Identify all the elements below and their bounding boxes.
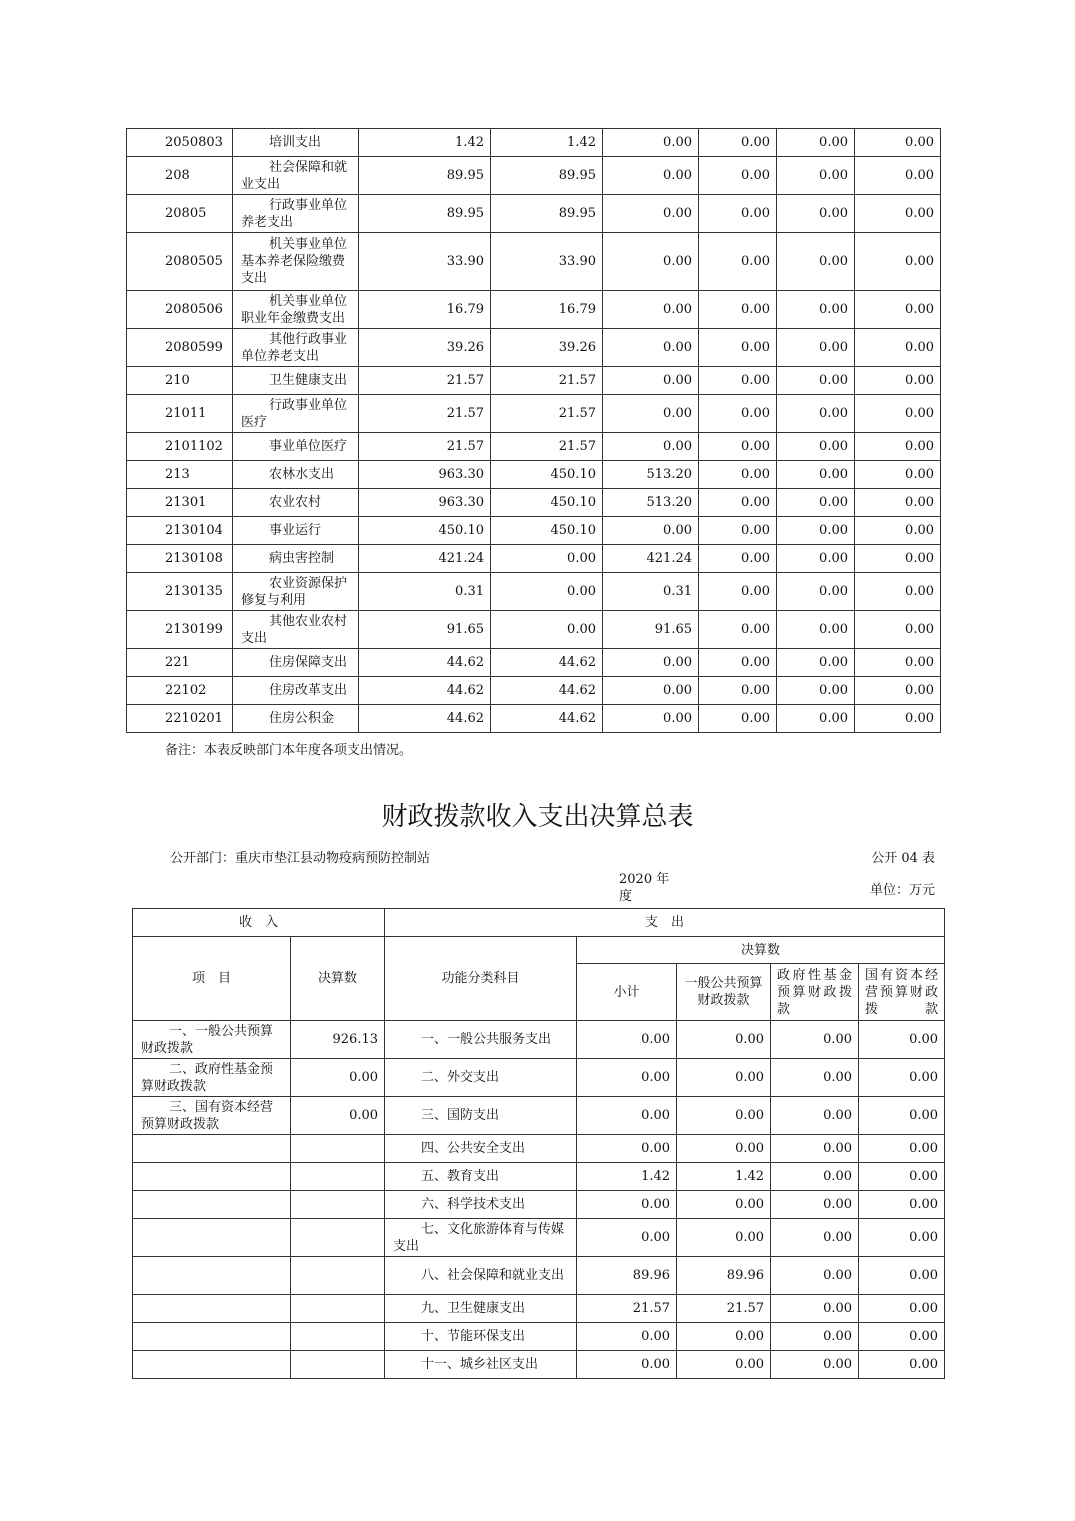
- table-row: [127, 573, 941, 611]
- row-value: 0.00: [855, 395, 941, 433]
- row-name: 社会保障和就业支出: [233, 157, 359, 195]
- table-row: [127, 395, 941, 433]
- row-value: 44.62: [491, 705, 603, 733]
- header-func: 功能分类科目: [385, 937, 577, 1021]
- row-value: 0.00: [771, 1295, 859, 1323]
- row-name: 机关事业单位职业年金缴费支出: [233, 291, 359, 329]
- row-value: 0.00: [859, 1163, 945, 1191]
- row-value: 89.95: [359, 157, 491, 195]
- row-value: 0.00: [491, 545, 603, 573]
- row-value: 513.20: [603, 461, 699, 489]
- row-value: 0.00: [777, 157, 855, 195]
- table-row: [127, 611, 941, 649]
- row-value: 0.00: [777, 129, 855, 157]
- row-value: 0.00: [777, 705, 855, 733]
- header-general: 一般公共预算财政拨款: [677, 964, 771, 1021]
- row-code: 22102: [127, 677, 233, 705]
- expense-item: 一、一般公共服务支出: [385, 1021, 577, 1059]
- row-name: 病虫害控制: [233, 545, 359, 573]
- row-value: 0.00: [859, 1021, 945, 1059]
- row-code: 210: [127, 367, 233, 395]
- row-value: 0.00: [777, 329, 855, 367]
- income-item: [133, 1135, 291, 1163]
- table-row: [127, 545, 941, 573]
- row-name: 住房保障支出: [233, 649, 359, 677]
- expenditure-table: [126, 128, 941, 733]
- page-title: 财政拨款收入支出决算总表: [381, 802, 694, 832]
- row-value: 33.90: [359, 233, 491, 291]
- income-amount: [291, 1257, 385, 1295]
- row-value: 21.57: [677, 1295, 771, 1323]
- row-value: 0.00: [771, 1219, 859, 1257]
- row-value: 44.62: [359, 649, 491, 677]
- row-value: 44.62: [491, 649, 603, 677]
- row-value: 0.00: [699, 233, 777, 291]
- row-value: 0.00: [577, 1059, 677, 1097]
- row-value: 0.00: [855, 611, 941, 649]
- row-code: 2130104: [127, 517, 233, 545]
- table-row: [127, 489, 941, 517]
- income-amount: [291, 1163, 385, 1191]
- table-row: [133, 1021, 945, 1059]
- row-value: 0.00: [699, 157, 777, 195]
- income-item: [133, 1323, 291, 1351]
- header-expense: 支 出: [385, 909, 945, 937]
- row-code: 221: [127, 649, 233, 677]
- table-row: [133, 1163, 945, 1191]
- row-value: 0.00: [677, 1059, 771, 1097]
- row-value: 0.00: [577, 1351, 677, 1379]
- income-amount: [291, 1135, 385, 1163]
- row-value: 0.00: [777, 367, 855, 395]
- row-value: 39.26: [359, 329, 491, 367]
- row-value: 0.00: [855, 233, 941, 291]
- row-value: 0.00: [771, 1021, 859, 1059]
- row-value: 0.00: [577, 1021, 677, 1059]
- income-item: 三、国有资本经营预算财政拨款: [133, 1097, 291, 1135]
- row-code: 20805: [127, 195, 233, 233]
- row-value: 0.00: [771, 1097, 859, 1135]
- table-row: [127, 433, 941, 461]
- header-income: 收 入: [133, 909, 385, 937]
- row-value: 450.10: [491, 489, 603, 517]
- row-value: 0.00: [855, 649, 941, 677]
- row-code: 2080506: [127, 291, 233, 329]
- row-value: 0.00: [855, 545, 941, 573]
- income-item: [133, 1257, 291, 1295]
- row-value: 0.00: [859, 1351, 945, 1379]
- row-value: 89.96: [677, 1257, 771, 1295]
- row-name: 事业运行: [233, 517, 359, 545]
- row-value: 0.00: [699, 545, 777, 573]
- row-value: 0.00: [699, 649, 777, 677]
- row-value: 0.00: [855, 129, 941, 157]
- row-code: 2130199: [127, 611, 233, 649]
- row-value: 44.62: [359, 705, 491, 733]
- row-name: 住房改革支出: [233, 677, 359, 705]
- row-code: 2210201: [127, 705, 233, 733]
- income-item: [133, 1295, 291, 1323]
- row-value: 0.00: [855, 433, 941, 461]
- row-name: 农业农村: [233, 489, 359, 517]
- expense-item: 六、科学技术支出: [385, 1191, 577, 1219]
- row-value: 0.00: [777, 433, 855, 461]
- row-value: 0.00: [777, 573, 855, 611]
- row-value: 0.00: [677, 1351, 771, 1379]
- row-value: 0.00: [855, 705, 941, 733]
- expense-item: 三、国防支出: [385, 1097, 577, 1135]
- row-value: 0.31: [603, 573, 699, 611]
- table-row: [133, 1135, 945, 1163]
- table-row: [127, 705, 941, 733]
- row-value: 963.30: [359, 489, 491, 517]
- expense-item: 十、节能环保支出: [385, 1323, 577, 1351]
- row-value: 0.00: [603, 195, 699, 233]
- row-value: 0.00: [677, 1191, 771, 1219]
- header-gov-fund: 政府性基金预算财政拨款: [771, 964, 859, 1021]
- row-code: 2080599: [127, 329, 233, 367]
- row-value: 89.95: [491, 195, 603, 233]
- row-value: 0.00: [777, 677, 855, 705]
- row-value: 21.57: [491, 367, 603, 395]
- row-name: 农林水支出: [233, 461, 359, 489]
- expense-item: 九、卫生健康支出: [385, 1295, 577, 1323]
- row-value: 0.00: [855, 367, 941, 395]
- row-value: 21.57: [359, 395, 491, 433]
- row-value: 0.00: [855, 489, 941, 517]
- row-value: 0.00: [777, 545, 855, 573]
- row-name: 机关事业单位基本养老保险缴费支出: [233, 233, 359, 291]
- row-value: 0.00: [859, 1295, 945, 1323]
- row-value: 0.00: [855, 157, 941, 195]
- row-value: 0.00: [777, 611, 855, 649]
- row-value: 0.00: [603, 649, 699, 677]
- row-value: 21.57: [359, 433, 491, 461]
- row-value: 0.00: [855, 573, 941, 611]
- unit-label: 单位：万元: [869, 883, 935, 898]
- row-value: 0.00: [855, 329, 941, 367]
- row-value: 0.00: [859, 1191, 945, 1219]
- row-value: 0.00: [771, 1163, 859, 1191]
- row-value: 0.00: [771, 1191, 859, 1219]
- income-item: [133, 1351, 291, 1379]
- row-value: 0.00: [577, 1219, 677, 1257]
- row-value: 1.42: [491, 129, 603, 157]
- table-row: [127, 329, 941, 367]
- row-value: 21.57: [491, 395, 603, 433]
- row-value: 0.00: [859, 1097, 945, 1135]
- table-row: [133, 1097, 945, 1135]
- row-value: 0.00: [777, 517, 855, 545]
- expense-item: 二、外交支出: [385, 1059, 577, 1097]
- row-value: 0.00: [603, 677, 699, 705]
- row-value: 0.00: [771, 1135, 859, 1163]
- row-value: 89.95: [491, 157, 603, 195]
- summary-table: [132, 908, 945, 1379]
- row-value: 89.95: [359, 195, 491, 233]
- row-value: 0.00: [677, 1021, 771, 1059]
- row-value: 0.00: [859, 1323, 945, 1351]
- row-name: 培训支出: [233, 129, 359, 157]
- row-value: 21.57: [359, 367, 491, 395]
- row-value: 0.00: [603, 329, 699, 367]
- row-value: 0.00: [855, 195, 941, 233]
- row-value: 1.42: [359, 129, 491, 157]
- row-value: 89.96: [577, 1257, 677, 1295]
- table-row: [133, 1219, 945, 1257]
- row-value: 0.00: [603, 517, 699, 545]
- table-row: [133, 1059, 945, 1097]
- income-item: [133, 1191, 291, 1219]
- row-code: 2080505: [127, 233, 233, 291]
- row-value: 0.00: [577, 1135, 677, 1163]
- row-value: 39.26: [491, 329, 603, 367]
- header-final: 决算数: [577, 937, 945, 964]
- row-value: 1.42: [677, 1163, 771, 1191]
- row-name: 农业资源保护修复与利用: [233, 573, 359, 611]
- row-value: 21.57: [577, 1295, 677, 1323]
- expense-item: 五、教育支出: [385, 1163, 577, 1191]
- row-value: 91.65: [359, 611, 491, 649]
- row-value: 0.00: [777, 233, 855, 291]
- row-value: 21.57: [491, 433, 603, 461]
- row-value: 450.10: [491, 517, 603, 545]
- row-value: 0.00: [777, 649, 855, 677]
- row-value: 0.00: [777, 461, 855, 489]
- table-row: [127, 461, 941, 489]
- row-value: 0.31: [359, 573, 491, 611]
- row-value: 0.00: [855, 677, 941, 705]
- row-value: 421.24: [359, 545, 491, 573]
- income-amount: [291, 1323, 385, 1351]
- row-value: 0.00: [855, 517, 941, 545]
- row-value: 0.00: [699, 517, 777, 545]
- expense-item: 八、社会保障和就业支出: [385, 1257, 577, 1295]
- row-value: 0.00: [777, 195, 855, 233]
- row-value: 0.00: [859, 1135, 945, 1163]
- header-amount: 决算数: [291, 937, 385, 1021]
- row-value: 450.10: [359, 517, 491, 545]
- row-value: 0.00: [777, 291, 855, 329]
- table-row: [133, 1257, 945, 1295]
- row-code: 2050803: [127, 129, 233, 157]
- row-name: 卫生健康支出: [233, 367, 359, 395]
- table-note: 备注：本表反映部门本年度各项支出情况。: [165, 743, 413, 758]
- row-value: 44.62: [491, 677, 603, 705]
- row-code: 2130108: [127, 545, 233, 573]
- row-value: 0.00: [699, 677, 777, 705]
- department-label: 公开部门：重庆市垫江县动物疫病预防控制站: [170, 851, 431, 866]
- row-value: 0.00: [699, 611, 777, 649]
- table-row: [133, 1295, 945, 1323]
- row-value: 0.00: [677, 1097, 771, 1135]
- row-value: 16.79: [359, 291, 491, 329]
- row-value: 44.62: [359, 677, 491, 705]
- row-value: 0.00: [603, 291, 699, 329]
- table-row: [127, 517, 941, 545]
- row-value: 0.00: [699, 291, 777, 329]
- row-value: 0.00: [699, 129, 777, 157]
- row-name: 住房公积金: [233, 705, 359, 733]
- table-row: [133, 1191, 945, 1219]
- row-value: 513.20: [603, 489, 699, 517]
- income-item: 一、一般公共预算财政拨款: [133, 1021, 291, 1059]
- row-value: 0.00: [677, 1135, 771, 1163]
- row-name: 行政事业单位养老支出: [233, 195, 359, 233]
- table-number: 公开 04 表: [871, 851, 935, 866]
- row-value: 963.30: [359, 461, 491, 489]
- income-amount: [291, 1351, 385, 1379]
- row-value: 0.00: [677, 1323, 771, 1351]
- table-row: [133, 1351, 945, 1379]
- row-value: 0.00: [771, 1323, 859, 1351]
- row-value: 0.00: [677, 1219, 771, 1257]
- row-value: 0.00: [855, 291, 941, 329]
- income-item: 二、政府性基金预算财政拨款: [133, 1059, 291, 1097]
- row-value: 0.00: [699, 395, 777, 433]
- row-value: 0.00: [859, 1059, 945, 1097]
- row-value: 33.90: [491, 233, 603, 291]
- table-row: [127, 677, 941, 705]
- row-value: 0.00: [603, 367, 699, 395]
- income-item: [133, 1163, 291, 1191]
- income-amount: 0.00: [291, 1097, 385, 1135]
- row-name: 行政事业单位医疗: [233, 395, 359, 433]
- row-name: 事业单位医疗: [233, 433, 359, 461]
- expense-item: 十一、城乡社区支出: [385, 1351, 577, 1379]
- row-code: 21011: [127, 395, 233, 433]
- income-amount: [291, 1295, 385, 1323]
- table-row: [127, 195, 941, 233]
- row-value: 0.00: [699, 329, 777, 367]
- row-value: 0.00: [577, 1097, 677, 1135]
- table-row: [127, 649, 941, 677]
- year-label: 2020 年度: [619, 872, 670, 904]
- row-value: 91.65: [603, 611, 699, 649]
- row-value: 0.00: [603, 705, 699, 733]
- row-value: 0.00: [603, 395, 699, 433]
- row-value: 16.79: [491, 291, 603, 329]
- income-item: [133, 1219, 291, 1257]
- header-item: 项 目: [133, 937, 291, 1021]
- row-name: 其他农业农村支出: [233, 611, 359, 649]
- row-value: 0.00: [699, 489, 777, 517]
- row-value: 0.00: [603, 433, 699, 461]
- row-value: 0.00: [603, 157, 699, 195]
- row-value: 0.00: [577, 1323, 677, 1351]
- row-value: 0.00: [859, 1257, 945, 1295]
- row-code: 2130135: [127, 573, 233, 611]
- income-amount: 0.00: [291, 1059, 385, 1097]
- table-row: [127, 129, 941, 157]
- row-value: 0.00: [771, 1257, 859, 1295]
- row-code: 208: [127, 157, 233, 195]
- row-value: 0.00: [699, 573, 777, 611]
- row-value: 0.00: [577, 1191, 677, 1219]
- row-value: 0.00: [603, 129, 699, 157]
- income-amount: [291, 1219, 385, 1257]
- income-amount: [291, 1191, 385, 1219]
- row-value: 0.00: [859, 1219, 945, 1257]
- header-subtotal: 小计: [577, 964, 677, 1021]
- row-value: 1.42: [577, 1163, 677, 1191]
- row-value: 0.00: [771, 1059, 859, 1097]
- row-code: 2101102: [127, 433, 233, 461]
- table-row: [127, 233, 941, 291]
- row-value: 0.00: [699, 367, 777, 395]
- row-code: 21301: [127, 489, 233, 517]
- row-value: 0.00: [699, 433, 777, 461]
- row-value: 0.00: [699, 461, 777, 489]
- row-value: 0.00: [603, 233, 699, 291]
- row-value: 0.00: [699, 705, 777, 733]
- row-value: 0.00: [855, 461, 941, 489]
- row-value: 0.00: [699, 195, 777, 233]
- expense-item: 四、公共安全支出: [385, 1135, 577, 1163]
- row-value: 421.24: [603, 545, 699, 573]
- table-row: [127, 367, 941, 395]
- row-value: 0.00: [491, 573, 603, 611]
- row-code: 213: [127, 461, 233, 489]
- income-amount: 926.13: [291, 1021, 385, 1059]
- table-row: [127, 157, 941, 195]
- table-row: [127, 291, 941, 329]
- row-value: 450.10: [491, 461, 603, 489]
- row-value: 0.00: [771, 1351, 859, 1379]
- expense-item: 七、文化旅游体育与传媒支出: [385, 1219, 577, 1257]
- table-row: [133, 1323, 945, 1351]
- row-value: 0.00: [491, 611, 603, 649]
- row-value: 0.00: [777, 489, 855, 517]
- row-value: 0.00: [777, 395, 855, 433]
- row-name: 其他行政事业单位养老支出: [233, 329, 359, 367]
- header-state-capital: 国有资本经营预算财政拨款: [859, 964, 945, 1021]
